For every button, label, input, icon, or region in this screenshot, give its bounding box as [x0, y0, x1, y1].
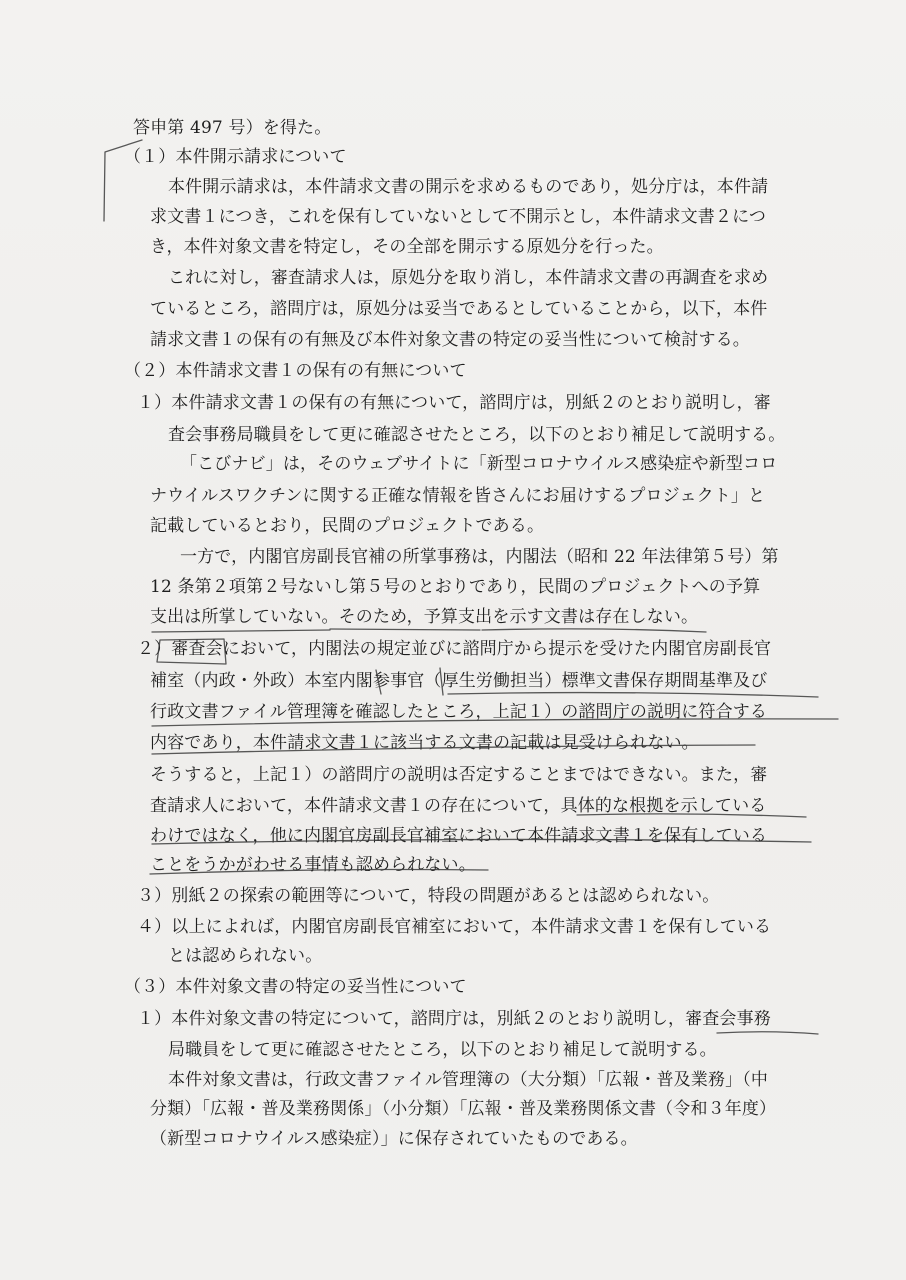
text-line: 一方で，内閣官房副長官補の所掌事務は，内閣法（昭和 22 年法律第５号）第: [180, 547, 779, 567]
text-line: わけではなく，他に内閣官房副長官補室において本件請求文書１を保有している: [150, 826, 768, 846]
text-line: 求文書１につき，これを保有していないとして不開示とし，本件請求文書２につ: [150, 207, 767, 227]
text-line: ４）以上によれば，内閣官房副長官補室において，本件請求文書１を保有している: [137, 917, 772, 937]
text-line: １）本件対象文書の特定について，諮問庁は，別紙２のとおり説明し，審査会事務: [137, 1009, 771, 1029]
text-line: 行政文書ファイル管理簿を確認したところ，上記１）の諮問庁の説明に符合する: [150, 702, 768, 722]
text-line: 「こびナビ」は，そのウェブサイトに「新型コロナウイルス感染症や新型コロ: [180, 454, 778, 474]
section-heading: （１）本件開示請求について: [124, 147, 347, 167]
text-line: １）本件請求文書１の保有の有無について，諮問庁は，別紙２のとおり説明し，審: [137, 393, 771, 413]
text-line: これに対し，審査請求人は，原処分を取り消し，本件請求文書の再調査を求め: [168, 268, 769, 288]
text-line: 支出は所掌していない。そのため，予算支出を示す文書は存在しない。: [150, 607, 699, 627]
text-line: ナウイルスワクチンに関する正確な情報を皆さんにお届けするプロジェクト」と: [150, 486, 766, 506]
text-line: 分類）「広報・普及業務関係」（小分類）「広報・普及業務関係文書（令和３年度）: [150, 1099, 777, 1119]
text-line: 請求文書１の保有の有無及び本件対象文書の特定の妥当性について検討する。: [150, 330, 750, 350]
text-line: 局職員をして更に確認させたところ，以下のとおり補足して説明する。: [168, 1040, 717, 1060]
text-line: ３）別紙２の探索の範囲等について，特段の問題があるとは認められない。: [137, 886, 720, 906]
section-heading: （２）本件請求文書１の保有の有無について: [124, 361, 467, 381]
text-line: ことをうかがわせる事情も認められない。: [150, 855, 476, 875]
text-line: 12 条第２項第２号ないし第５号のとおりであり，民間のプロジェクトへの予算: [150, 577, 761, 597]
text-line: き，本件対象文書を特定し，その全部を開示する原処分を行った。: [150, 237, 664, 257]
text-line: 記載しているとおり，民間のプロジェクトである。: [150, 516, 545, 536]
text-line: とは認められない。: [168, 946, 323, 966]
text-line: 本件対象文書は，行政文書ファイル管理簿の（大分類）「広報・普及業務」（中: [168, 1070, 769, 1090]
text-line: ２）審査会において，内閣法の規定並びに諮問庁から提示を受けた内閣官房副長官: [137, 639, 772, 659]
text-line: 査請求人において，本件請求文書１の存在について，具体的な根拠を示している: [150, 796, 767, 816]
text-line: そうすると，上記１）の諮問庁の説明は否定することまではできない。また，審: [150, 765, 768, 785]
section-heading: （３）本件対象文書の特定の妥当性について: [124, 977, 467, 997]
text-line: 査会事務局職員をして更に確認させたところ，以下のとおり補足して説明する。: [168, 425, 786, 445]
text-line: 内容であり，本件請求文書１に該当する文書の記載は見受けられない。: [150, 733, 699, 753]
text-line: 補室（内政・外政）本室内閣参事官（厚生労働担当）標準文書保存期間基準及び: [150, 671, 768, 691]
text-line: 答申第 497 号）を得た。: [133, 118, 332, 138]
text-line: ているところ，諮問庁は，原処分は妥当であるとしていることから，以下，本件: [150, 299, 768, 319]
text-line: （新型コロナウイルス感染症）」に保存されていたものである。: [150, 1129, 638, 1149]
text-line: 本件開示請求は，本件請求文書の開示を求めるものであり，処分庁は，本件請: [168, 177, 769, 197]
